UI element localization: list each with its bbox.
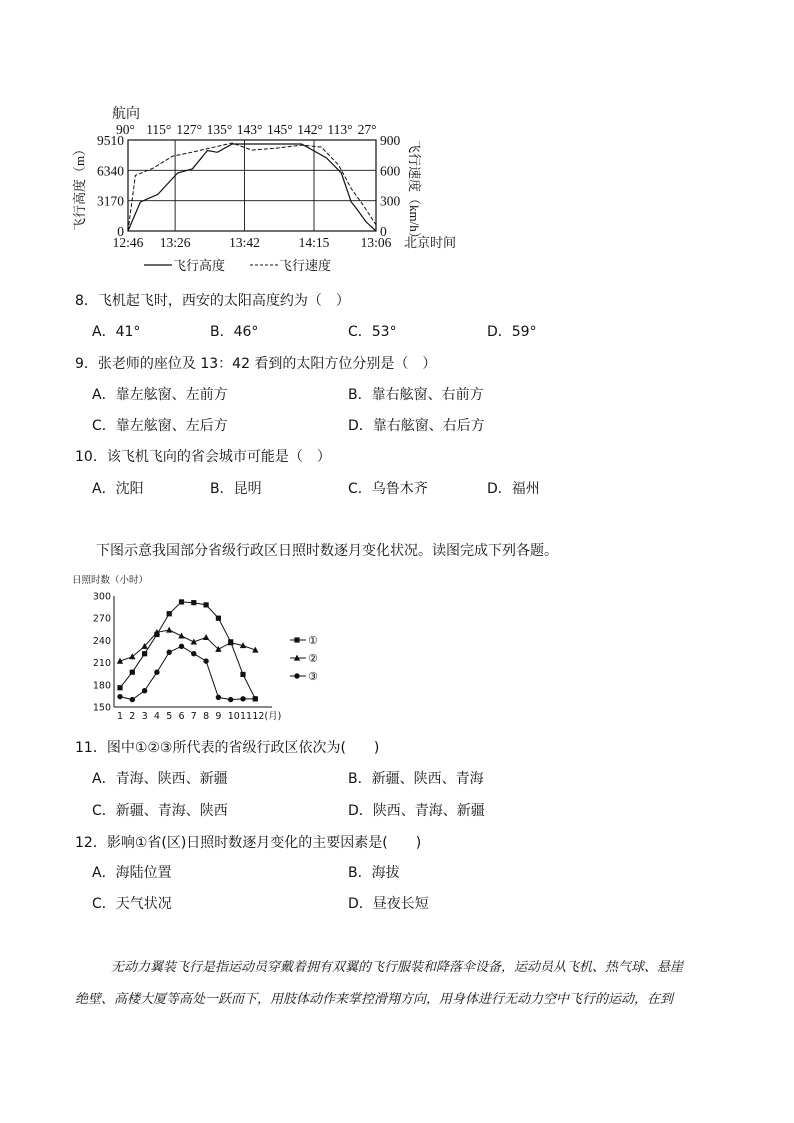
q9-option-b[interactable]: B．靠右舷窗、右前方 [348, 387, 484, 403]
y-tick-left: 3170 [97, 193, 124, 209]
sunshine-chart [68, 572, 318, 724]
legend-label: ③ [308, 670, 318, 683]
legend-marker-square [294, 637, 299, 642]
data-point-circle [179, 644, 184, 649]
heading-label: 135° [206, 122, 233, 137]
y-tick-label: 150 [92, 702, 111, 714]
legend-label: ① [308, 634, 318, 647]
heading-label: 143° [236, 122, 263, 137]
y-tick-right: 300 [380, 193, 401, 209]
legend-marker-circle [294, 673, 299, 678]
data-point-circle [130, 697, 135, 702]
data-point-circle [203, 658, 208, 663]
x-tick-label: 7 [190, 711, 197, 722]
y-tick-right: 0 [380, 224, 387, 239]
y-tick-label: 210 [92, 658, 111, 670]
q8-option-a[interactable]: A．41° [92, 324, 141, 340]
y-tick-label: 180 [92, 680, 111, 692]
legend-altitude: 飞行高度 [173, 258, 226, 273]
x-tick-label: 14:15 [298, 235, 330, 250]
data-point-circle [167, 650, 172, 655]
q9-option-c[interactable]: C．靠左舷窗、左后方 [92, 418, 228, 434]
data-point-square [240, 672, 245, 677]
legend-speed: 飞行速度 [279, 258, 332, 273]
y-axis-label-left [72, 143, 87, 231]
data-point-circle [240, 696, 245, 701]
heading-label: 113° [327, 122, 353, 137]
x-tick-label: 10 [227, 711, 240, 722]
q10-option-b[interactable]: B．昆明 [210, 481, 262, 497]
heading-label: 27° [357, 122, 377, 137]
q10-option-d[interactable]: D．福州 [487, 481, 540, 497]
heading-label: 127° [176, 122, 203, 137]
q11-option-c[interactable]: C．新疆、青海、陕西 [92, 803, 228, 819]
q12-option-c[interactable]: C．天气状况 [92, 896, 172, 912]
q9-option-d[interactable]: D．靠右舷窗、右后方 [348, 418, 485, 434]
flight-chart [60, 96, 480, 282]
x-tick-label: 12(月) [252, 711, 282, 722]
x-tick-label: 13:26 [159, 235, 191, 250]
q11-option-a[interactable]: A．青海、陕西、新疆 [92, 771, 228, 787]
q8-option-d[interactable]: D．59° [487, 324, 537, 340]
data-point-circle [253, 696, 258, 701]
question-8: 8．飞机起飞时，西安的太阳高度约为（ ） [75, 293, 350, 309]
data-point-circle [154, 670, 159, 675]
data-point-triangle [178, 633, 184, 639]
y-tick-left: 9510 [97, 133, 124, 148]
y-axis-label-right-text: 飞行速度（km/h） [407, 140, 422, 245]
x-axis-label: 北京时间 [404, 235, 457, 250]
q12-option-d[interactable]: D．昼夜长短 [348, 896, 429, 912]
q11-option-d[interactable]: D．陕西、青海、新疆 [348, 803, 485, 819]
series-line-2 [120, 630, 255, 661]
data-point-circle [228, 697, 233, 702]
flight-plot-frame [128, 140, 376, 231]
y-axis-label-left-text: 飞行高度（m） [72, 142, 87, 231]
data-point-square [142, 651, 147, 656]
data-point-triangle [166, 627, 172, 633]
heading-label: 145° [267, 122, 293, 137]
x-tick-label: 5 [166, 711, 173, 722]
heading-label: 90° [116, 122, 135, 137]
data-point-square [179, 599, 184, 604]
question-12: 12．影响①省(区)日照时数逐月变化的主要因素是( ) [75, 835, 422, 851]
legend-label: ② [308, 652, 318, 665]
q12-option-b[interactable]: B．海拔 [348, 865, 400, 881]
heading-label: 142° [297, 122, 323, 137]
data-point-square [204, 602, 209, 607]
q12-option-a[interactable]: A．海陆位置 [92, 865, 172, 881]
y-axis-label: 日照时数（小时） [72, 575, 149, 586]
section-intro: 下图示意我国部分省级行政区日照时数逐月变化状况。读图完成下列各题。 [96, 543, 558, 559]
y-axis-label-right [407, 140, 422, 245]
y-tick-right: 600 [380, 163, 401, 179]
x-tick-label: 3 [141, 711, 148, 722]
x-tick-label: 13:06 [360, 235, 392, 250]
x-tick-label: 12:46 [112, 235, 144, 250]
q9-option-a[interactable]: A．靠左舷窗、左前方 [92, 387, 228, 403]
data-point-square [130, 670, 135, 675]
data-point-circle [216, 695, 221, 700]
data-point-circle [191, 651, 196, 656]
question-9: 9．张老师的座位及 13：42 看到的太阳方位分别是（ ） [75, 356, 437, 372]
y-tick-label: 240 [92, 635, 111, 647]
y-tick-left: 0 [117, 224, 124, 239]
question-10: 10．该飞机飞向的省会城市可能是（ ） [75, 449, 331, 465]
x-tick-label: 13:42 [229, 235, 260, 250]
data-point-triangle [203, 634, 209, 640]
q8-option-b[interactable]: B．46° [210, 324, 259, 340]
y-tick-left: 6340 [97, 163, 124, 179]
heading-axis-label: 航向 [112, 107, 140, 122]
heading-label: 115° [146, 122, 172, 137]
question-11: 11．图中①②③所代表的省级行政区依次为( ) [75, 740, 380, 756]
x-tick-label: 1 [117, 711, 124, 722]
y-tick-label: 300 [92, 591, 111, 603]
data-point-square [117, 685, 122, 690]
x-tick-label: 4 [153, 711, 160, 722]
data-point-circle [142, 688, 147, 693]
data-point-square [216, 616, 221, 621]
data-point-circle [117, 694, 122, 699]
altitude-series-line [128, 144, 376, 231]
q11-option-b[interactable]: B．新疆、陕西、青海 [348, 771, 484, 787]
passage-line-1: 无动力翼装飞行是指运动员穿戴着拥有双翼的飞行服装和降落伞设备，运动员从飞机、热气球、悬崖 [111, 960, 684, 975]
x-tick-label: 9 [215, 711, 222, 722]
y-tick-label: 270 [92, 613, 111, 625]
passage-line-2: 绝壁、高楼大厦等高处一跃而下，用肢体动作来掌控滑翔方向，用身体进行无动力空中飞行的运动，在到 [75, 992, 674, 1007]
x-tick-label: 11 [240, 711, 253, 722]
x-tick-label: 8 [203, 711, 210, 722]
y-tick-right: 900 [380, 133, 401, 148]
q10-option-a[interactable]: A．沈阳 [92, 481, 144, 497]
data-point-square [191, 600, 196, 605]
x-tick-label: 2 [129, 711, 136, 722]
q10-option-c[interactable]: C．乌鲁木齐 [348, 481, 428, 497]
q8-option-c[interactable]: C．53° [348, 324, 397, 340]
x-tick-label: 6 [178, 711, 185, 722]
data-point-square [167, 611, 172, 616]
